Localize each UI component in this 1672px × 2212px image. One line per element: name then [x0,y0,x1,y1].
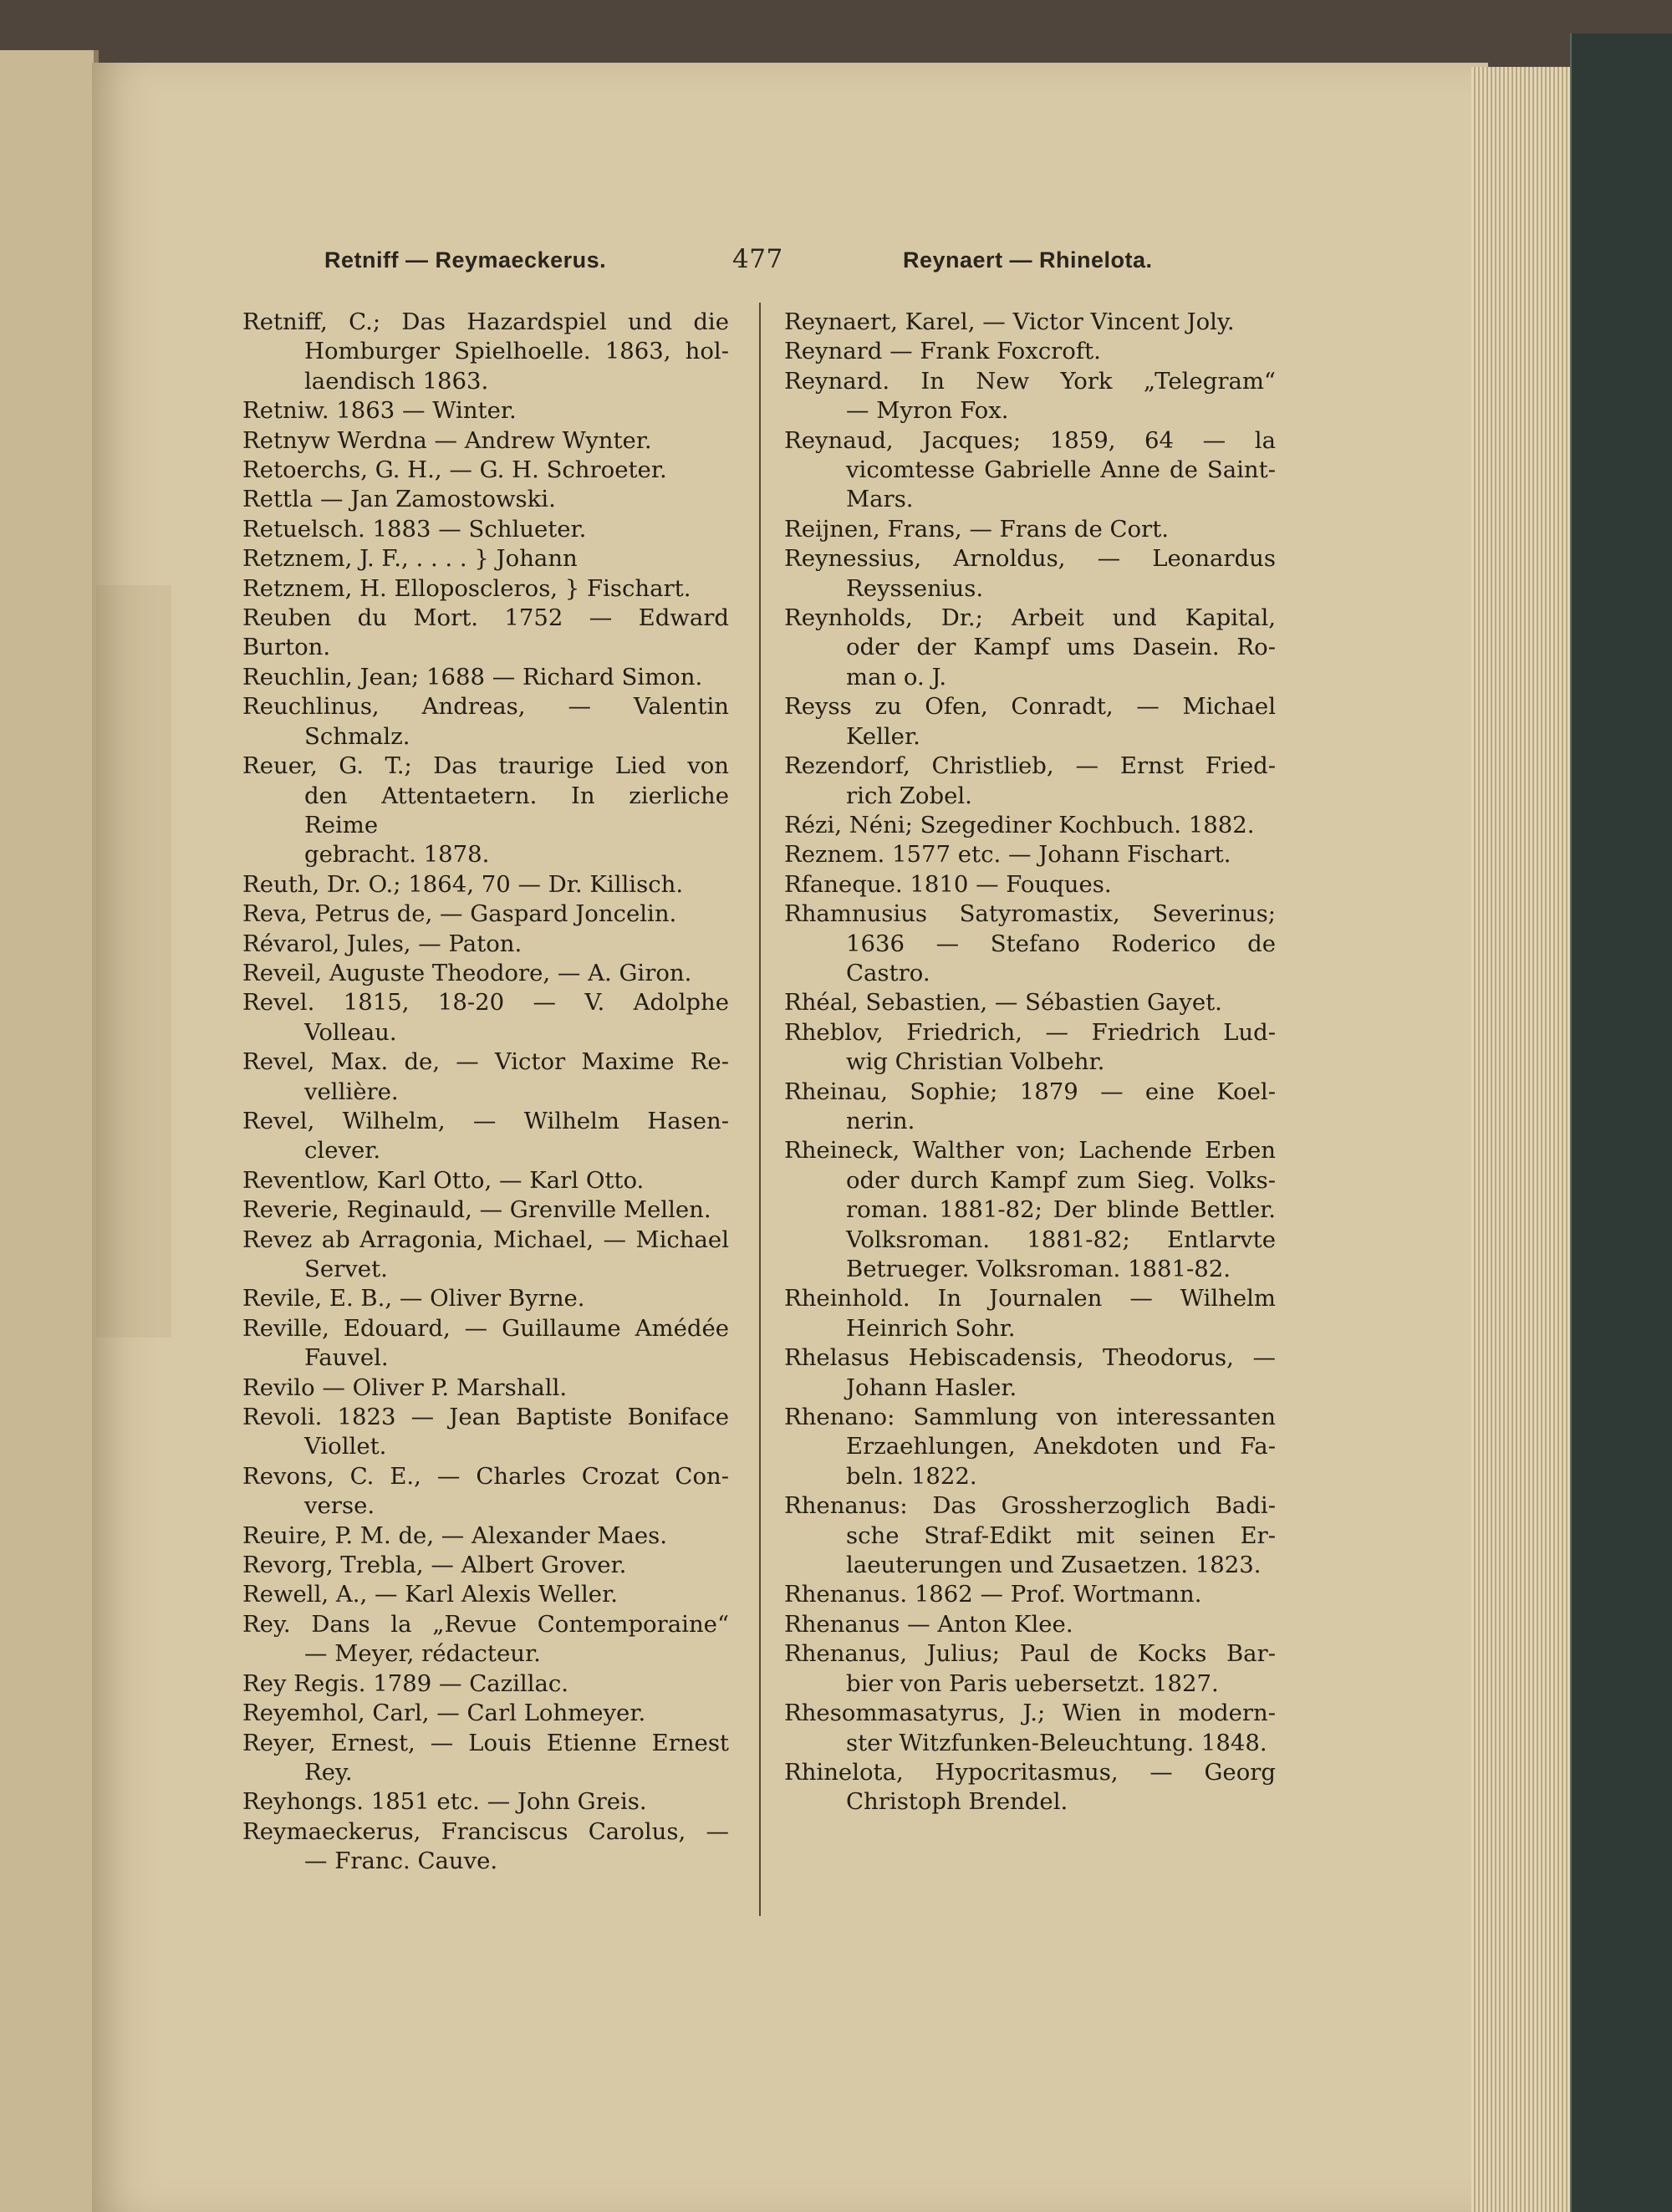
entry-headword-line: Reynessius, Arnoldus, — Leonardus [784,545,1276,573]
entry-continuation-line: Homburger Spielhoelle. 1863, hol- [304,338,729,365]
entry-headword-line: Rheblov, Friedrich, — Friedrich Lud- [784,1018,1276,1046]
index-entry [784,1639,1276,1699]
entry-headword-line: Reyemhol, Carl, — Carl Lohmeyer. [242,1700,646,1727]
entry-headword-line: Rhenanus, Julius; Paul de Kocks Bar- [784,1640,1276,1668]
page-stain [96,585,171,1338]
entry-continuation-line: Fauvel. [304,1344,389,1372]
index-entry [242,1047,729,1107]
entry-continuation-line: bier von Paris uebersetzt. 1827. [846,1669,1219,1697]
index-entry [242,1314,729,1374]
entry-continuation-line: Erzaehlungen, Anekdoten und Fa- [846,1433,1276,1460]
index-entry [242,1669,729,1699]
index-entry [242,1195,729,1225]
running-header-left: Retniff — Reymaeckerus. [324,247,607,273]
entry-continuation-line: wig Christian Volbehr. [846,1048,1105,1076]
entry-headword-line: Retoerchs, G. H., — G. H. Schroeter. [242,456,667,484]
book-cover [1572,33,1672,2212]
entry-headword-line: Retuelsch. 1883 — Schlueter. [242,515,587,543]
entry-continuation-line: — Myron Fox. [846,397,1009,425]
entry-headword-line: Reynaud, Jacques; 1859, 64 — la [784,426,1276,454]
entry-continuation-line: Christoph Brendel. [846,1788,1068,1816]
index-entry [784,1580,1276,1609]
index-entry [784,1284,1276,1343]
index-entry [784,1610,1276,1639]
entry-continuation-line: Volleau. [304,1018,397,1046]
entry-continuation-line: Rey. [304,1758,353,1786]
entry-headword-line: Revoli. 1823 — Jean Baptiste Boniface [242,1404,729,1431]
entry-headword-line: Retniff, C.; Das Hazardspiel und die [242,308,729,335]
index-entry [784,544,1276,604]
index-entry [242,456,729,485]
index-entry [242,959,729,988]
entry-headword-line: Reville, Edouard, — Guillaume Amédée [242,1314,729,1342]
index-entry [784,1343,1276,1403]
index-entry [242,515,729,544]
column-divider [759,303,761,1916]
entry-headword-line: Revel, Max. de, — Victor Maxime Re- [242,1048,729,1076]
entry-headword-line: Reveil, Auguste Theodore, — A. Giron. [242,959,692,986]
index-entry [242,1817,729,1877]
entry-continuation-line: — Meyer, rédacteur. [304,1640,541,1668]
entry-headword-line: Revel. 1815, 18-20 — V. Adolphe [242,989,729,1017]
entry-continuation-line: Johann Hasler. [846,1374,1017,1401]
entry-continuation-line: verse. [304,1492,375,1520]
index-entry [784,900,1276,988]
index-entry [784,308,1276,337]
index-entry [784,337,1276,366]
entry-continuation-line: Servet. [304,1256,388,1282]
index-entry [784,515,1276,544]
index-entry [242,930,729,959]
entry-continuation-line: Schmalz. [304,722,410,750]
index-entry [242,1699,729,1728]
index-entry [784,1018,1276,1078]
entry-headword-line: Rhenanus. 1862 — Prof. Wortmann. [784,1581,1202,1608]
index-entry [242,1403,729,1462]
entry-headword-line: Reynard — Frank Foxcroft. [784,338,1101,365]
entry-continuation-line: laeuterungen und Zusaetzen. 1823. [846,1552,1262,1579]
entry-continuation-line: Heinrich Sohr. [846,1314,1016,1342]
index-entry [784,1699,1276,1758]
index-entry [242,308,729,396]
left-column [242,308,729,1877]
entry-headword-line: Revel, Wilhelm, — Wilhelm Hasen- [242,1107,729,1134]
entry-continuation-line: sche Straf-Edikt mit seinen Er- [846,1521,1276,1549]
index-entry [242,1166,729,1195]
entry-headword-line: Rhinelota, Hypocritasmus, — Georg [784,1758,1276,1786]
entry-headword-line: Retnyw Werdna — Andrew Wynter. [242,426,652,454]
entry-headword-line: Rezendorf, Christlieb, — Ernst Fried- [784,752,1276,780]
entry-headword-line: Rheineck, Walther von; Lachende Erben [784,1137,1276,1165]
index-entry [242,574,729,604]
index-entry [242,870,729,900]
entry-headword-line: Reuth, Dr. O.; 1864, 70 — Dr. Killisch. [242,870,684,898]
entry-headword-line: Rhenano: Sammlung von interessanten [784,1404,1276,1431]
index-entry [242,1284,729,1313]
entry-headword-line: Révarol, Jules, — Paton. [242,930,522,957]
index-entry [784,811,1276,840]
index-entry [242,1462,729,1521]
entry-headword-line: Rhamnusius Satyromastix, Severinus; [784,900,1276,928]
entry-headword-line: Rézi, Néni; Szegediner Kochbuch. 1882. [784,811,1255,838]
entry-headword-line: Reyss zu Ofen, Conradt, — Michael [784,693,1276,721]
entry-headword-line: Reuchlin, Jean; 1688 — Richard Simon. [242,663,703,691]
entry-continuation-line: Betrueger. Volksroman. 1881-82. [846,1256,1231,1282]
index-entry [784,1078,1276,1137]
index-entry [242,663,729,692]
index-entry [784,367,1276,426]
entry-headword-line: Rey Regis. 1789 — Cazillac. [242,1669,569,1697]
entry-continuation-line: rich Zobel. [846,782,972,809]
index-entry [784,988,1276,1017]
index-entry [784,1136,1276,1284]
entry-headword-line: Rhenanus — Anton Klee. [784,1610,1073,1638]
entry-continuation-line: roman. 1881-82; Der blinde Bettler. [846,1196,1276,1224]
page-stack-edges [1471,67,1580,2212]
index-entry [784,1403,1276,1491]
entry-headword-line: Reva, Petrus de, — Gaspard Joncelin. [242,900,677,928]
running-header-right: Reynaert — Rhinelota. [903,247,1153,273]
index-entry [242,426,729,456]
entry-headword-line: Reuer, G. T.; Das traurige Lied von [242,752,729,780]
index-entry [242,900,729,929]
entry-headword-line: Rhelasus Hebiscadensis, Theodorus, — [784,1344,1276,1372]
entry-headword-line: Reuchlinus, Andreas, — Valentin [242,693,729,721]
entry-headword-line: Reynard. In New York „Telegram“ [784,367,1276,395]
entry-continuation-line: nerin. [846,1107,915,1134]
index-entry [784,426,1276,515]
entry-headword-line: Reyer, Ernest, — Louis Etienne Ernest [242,1729,729,1756]
entry-headword-line: Revons, C. E., — Charles Crozat Con- [242,1462,729,1490]
entry-continuation-line: oder der Kampf ums Dasein. Ro- [846,634,1276,661]
entry-continuation-line: Castro. [846,959,930,986]
index-entry [242,1787,729,1817]
entry-headword-line: Revez ab Arragonia, Michael, — Michael [242,1226,729,1253]
entry-headword-line: Reynaert, Karel, — Victor Vincent Joly. [784,308,1235,335]
entry-headword-line: Rhesommasatyrus, J.; Wien in modern- [784,1700,1276,1727]
entry-continuation-line: — Franc. Cauve. [304,1848,498,1875]
entry-headword-line: Revilo — Oliver P. Marshall. [242,1374,568,1401]
entry-headword-line: Rettla — Jan Zamostowski. [242,486,556,513]
entry-headword-line: Rewell, A., — Karl Alexis Weller. [242,1581,618,1608]
index-entry [242,1610,729,1669]
entry-headword-line: Rhenanus: Das Grossherzoglich Badi- [784,1492,1276,1520]
entry-headword-line: Revorg, Trebla, — Albert Grover. [242,1552,627,1579]
index-entry [242,1107,729,1166]
index-entry [242,1521,729,1551]
entry-continuation-line: vellière. [304,1078,399,1105]
index-entry [242,1580,729,1609]
entry-headword-line: Reymaeckerus, Franciscus Carolus, — [242,1817,729,1845]
index-entry [242,396,729,426]
entry-continuation-line: ster Witzfunken-Beleuchtung. 1848. [846,1729,1267,1756]
index-entry [242,692,729,752]
entry-continuation-line: beln. 1822. [846,1462,977,1490]
index-entry [784,1758,1276,1817]
facing-page-edge [0,50,99,2212]
entry-headword-line: Reverie, Reginauld, — Grenville Mellen. [242,1196,711,1224]
index-entry [784,840,1276,869]
index-entry [784,870,1276,900]
entry-continuation-line: oder durch Kampf zum Sieg. Volks- [846,1166,1276,1194]
entry-headword-line: Retniw. 1863 — Winter. [242,397,517,425]
entry-continuation-line: 1636 — Stefano Roderico de [846,930,1276,957]
entry-headword-line: Reznem. 1577 etc. — Johann Fischart. [784,841,1231,869]
index-entry [242,544,729,573]
index-entry [242,752,729,870]
index-entry [784,604,1276,692]
entry-headword-line: Reynholds, Dr.; Arbeit und Kapital, [784,604,1276,632]
index-entry [242,1729,729,1788]
entry-headword-line: Rheinau, Sophie; 1879 — eine Koel- [784,1078,1276,1105]
index-entry [242,1551,729,1580]
entry-continuation-line: clever. [304,1137,381,1165]
index-entry [784,1491,1276,1580]
right-column [784,308,1276,1817]
entry-continuation-line: Mars. [846,486,914,513]
entry-headword-line: Reuben du Mort. 1752 — Edward Burton. [242,604,729,661]
entry-continuation-line: den Attentaetern. In zierliche Reime [304,782,729,838]
index-entry [784,752,1276,811]
entry-headword-line: Reyhongs. 1851 etc. — John Greis. [242,1788,647,1816]
index-entry [242,988,729,1047]
entry-continuation-line: man o. J. [846,663,947,691]
index-entry [242,604,729,663]
entry-headword-line: Revile, E. B., — Oliver Byrne. [242,1285,585,1312]
entry-headword-line: Rfaneque. 1810 — Fouques. [784,870,1112,898]
entry-headword-line: Reijnen, Frans, — Frans de Cort. [784,515,1169,543]
index-entry [242,1374,729,1403]
page-number: 477 [732,244,783,274]
entry-continuation-line: Volksroman. 1881-82; Entlarvte [846,1226,1276,1253]
index-entry [242,485,729,514]
entry-headword-line: Reventlow, Karl Otto, — Karl Otto. [242,1166,645,1194]
entry-headword-line: Rheinhold. In Journalen — Wilhelm [784,1285,1276,1312]
entry-continuation-line: Keller. [846,722,920,750]
entry-headword-line: Rhéal, Sebastien, — Sébastien Gayet. [784,989,1222,1017]
entry-headword-line: Reuire, P. M. de, — Alexander Maes. [242,1521,668,1549]
entry-continuation-line: laendisch 1863. [304,367,489,395]
entry-continuation-line: gebracht. 1878. [304,841,490,869]
entry-headword-line: Retznem, H. Elloposcleros, } Fischart. [242,574,691,602]
entry-continuation-line: Reyssenius. [846,574,984,602]
entry-continuation-line: vicomtesse Gabrielle Anne de Saint- [846,456,1276,484]
entry-headword-line: Retznem, J. F., . . . . } Johann [242,545,578,573]
entry-continuation-line: Viollet. [304,1433,387,1460]
index-entry [242,1226,729,1285]
entry-headword-line: Rey. Dans la „Revue Contemporaine“ [242,1610,729,1638]
index-entry [784,692,1276,752]
